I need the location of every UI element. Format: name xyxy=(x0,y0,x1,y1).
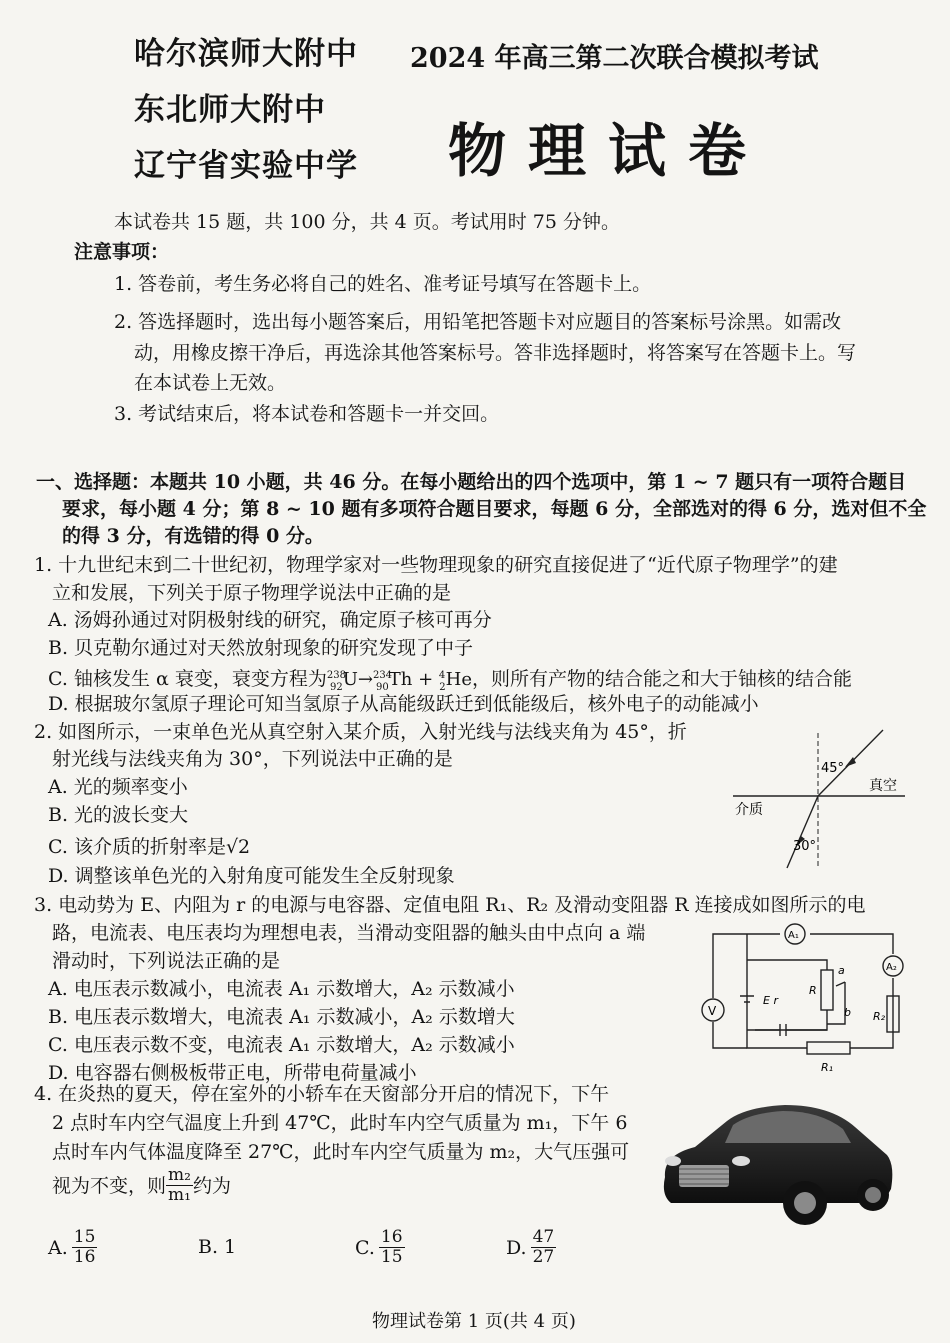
subject-title: 物理试卷 xyxy=(448,117,769,185)
q4-option-c-label: C. xyxy=(355,1236,375,1259)
vacuum-label: 真空 xyxy=(869,778,897,794)
a2-label: A₂ xyxy=(886,962,897,973)
q1-option-c-post: ，则所有产物的结合能之和大于铀核的结合能 xyxy=(472,668,853,690)
q2-option-d: D. 调整该单色光的入射角度可能发生全反射现象 xyxy=(48,865,455,887)
q1-stem-1: 1. 十九世纪末到二十世纪初，物理学家对一些物理现象的研究直接促进了“近代原子物理学”的建 xyxy=(34,554,838,576)
q3-stem-1: 3. 电动势为 E、内阻为 r 的电源与电容器、定值电阻 R₁、R₂ 及滑动变阻器 R 连接成如图所示的电 xyxy=(34,894,866,916)
v-label: V xyxy=(708,1004,717,1018)
mass-ratio xyxy=(166,1166,193,1205)
frac-den: 15 xyxy=(380,1247,403,1267)
capacitor xyxy=(755,1024,827,1036)
resistor-R1 xyxy=(807,1042,850,1054)
q3-option-d: D. 电容器右侧极板带正电，所带电荷量减小 xyxy=(48,1062,417,1084)
q4-stem-2: 2 点时车内空气温度上升到 47℃，此时车内空气质量为 m₁，下午 6 xyxy=(52,1112,628,1134)
q4-stem-4-pre: 视为不变，则 xyxy=(52,1174,167,1197)
school-name-3: 辽宁省实验中学 xyxy=(134,148,358,184)
ratio-num: m₂ xyxy=(168,1165,191,1185)
q4-option-a xyxy=(48,1228,97,1267)
note-2: 2. 答选择题时，选出每小题答案后，用铅笔把答题卡对应题目的答案标号涂黑。如需改 xyxy=(114,311,842,333)
r1-label: R₁ xyxy=(821,1061,834,1074)
medium-label: 介质 xyxy=(735,802,763,818)
q3-stem-2: 路，电流表、电压表均为理想电表，当滑动变阻器的触头由中点向 a 端 xyxy=(52,922,646,944)
q4-option-d-frac xyxy=(531,1228,557,1267)
exam-summary: 本试卷共 15 题，共 100 分，共 4 页。考试用时 75 分钟。 xyxy=(114,211,621,233)
q3-option-c: C. 电压表示数不变，电流表 A₁ 示数增大，A₂ 示数减小 xyxy=(48,1034,515,1056)
q4-option-a-frac xyxy=(72,1228,98,1267)
frac-num: 47 xyxy=(532,1227,555,1247)
q3-option-a: A. 电压表示数减小，电流表 A₁ 示数增大，A₂ 示数减小 xyxy=(48,978,515,1000)
headlight-right xyxy=(732,1156,750,1166)
q4-option-d-label: D. xyxy=(506,1236,527,1259)
section1-line-1: 一、选择题：本题共 10 小题，共 46 分。在每小题给出的四个选项中，第 1 ~ 7 题只有一项符合题目 xyxy=(36,471,907,493)
school-name-2: 东北师大附中 xyxy=(134,92,326,128)
note-2-cont2: 在本试卷上无效。 xyxy=(134,372,287,394)
a-label: a xyxy=(838,964,845,977)
page-footer: 物理试卷第 1 页(共 4 页) xyxy=(372,1311,576,1332)
frac-num: 15 xyxy=(73,1227,96,1247)
angle-45-label: 45° xyxy=(821,761,845,776)
q3-stem-3: 滑动时，下列说法正确的是 xyxy=(52,950,281,972)
exam-title: 2024 年高三第二次联合模拟考试 xyxy=(410,43,819,74)
q4-option-c xyxy=(355,1228,405,1267)
outer-wire xyxy=(747,934,893,1048)
ratio-den: m₁ xyxy=(168,1185,191,1205)
r2-label: R₂ xyxy=(873,1010,886,1023)
b-label: b xyxy=(844,1006,851,1019)
q1-option-b: B. 贝克勒尔通过对天然放射现象的研究发现了中子 xyxy=(48,637,474,659)
notes-heading: 注意事项： xyxy=(74,241,170,263)
section1-line-3: 的得 3 分，有选错的得 0 分。 xyxy=(62,525,324,547)
q1-option-c-pre: C. 铀核发生 α 衰变，衰变方程为 xyxy=(48,668,327,690)
decay-equation: $^{238}_{92}$U→$^{234}_{90}$Th + $^4_2$He xyxy=(326,669,473,693)
q2-option-a: A. 光的频率变小 xyxy=(48,776,188,798)
section1-line-2: 要求，每小题 4 分；第 8 ~ 10 题有多项符合题目要求，每题 6 分，全部选对的得 6 分，选对但不全 xyxy=(62,498,927,520)
r-label: R xyxy=(809,984,817,997)
q4-stem-3: 点时车内气体温度降至 27℃，此时车内空气质量为 m₂，大气压强可 xyxy=(52,1141,630,1163)
frac-den: 16 xyxy=(73,1247,96,1267)
q2-stem-2: 射光线与法线夹角为 30°，下列说法中正确的是 xyxy=(52,748,453,770)
er-label: E r xyxy=(763,994,778,1007)
note-2-cont: 动，用橡皮擦干净后，再选涂其他答案标号。答非选择题时，将答案写在答题卡上。写 xyxy=(134,342,857,364)
q1-option-d: D. 根据玻尔氢原子理论可知当氢原子从高能级跃迁到低能级后，核外电子的动能减小 xyxy=(48,693,759,715)
slider-contact xyxy=(827,982,845,1024)
voltmeter-wire xyxy=(713,934,747,1048)
rheostat-R xyxy=(821,970,833,1010)
q1-stem-2: 立和发展，下列关于原子物理学说法中正确的是 xyxy=(52,582,452,604)
q4-option-c-frac xyxy=(379,1228,405,1267)
q2-stem-1: 2. 如图所示，一束单色光从真空射入某介质，入射光线与法线夹角为 45°，折 xyxy=(34,721,687,743)
refraction-diagram xyxy=(725,718,910,880)
frac-den: 27 xyxy=(532,1247,555,1267)
q2-option-b: B. 光的波长变大 xyxy=(48,804,189,826)
school-name-1: 哈尔滨师大附中 xyxy=(134,36,358,72)
headlight-left xyxy=(665,1156,681,1166)
a1-label: A₁ xyxy=(788,930,799,941)
q3-option-b: B. 电压表示数增大，电流表 A₁ 示数减小，A₂ 示数增大 xyxy=(48,1006,515,1028)
rear-rim xyxy=(865,1187,881,1203)
refracted-ray xyxy=(787,796,818,868)
q4-stem-4 xyxy=(52,1166,231,1205)
q4-option-b: B. 1 xyxy=(198,1236,237,1258)
note-3: 3. 考试结束后，将本试卷和答题卡一并交回。 xyxy=(114,403,500,425)
q2-option-c: C. 该介质的折射率是√2 xyxy=(48,836,251,858)
front-rim xyxy=(794,1192,816,1214)
q4-option-a-label: A. xyxy=(48,1236,68,1259)
q4-option-d xyxy=(506,1228,556,1267)
q4-stem-4-post: 约为 xyxy=(192,1174,231,1197)
car-image xyxy=(655,1085,897,1235)
q1-option-a: A. 汤姆孙通过对阴极射线的研究，确定原子核可再分 xyxy=(48,609,492,631)
q4-stem-1: 4. 在炎热的夏天，停在室外的小轿车在天窗部分开启的情况下，下午 xyxy=(34,1083,610,1105)
circuit-diagram xyxy=(695,920,910,1078)
note-1: 1. 答卷前，考生务必将自己的姓名、准考证号填写在答题卡上。 xyxy=(114,273,652,295)
angle-30-label: 30° xyxy=(793,839,817,854)
frac-num: 16 xyxy=(380,1227,403,1247)
